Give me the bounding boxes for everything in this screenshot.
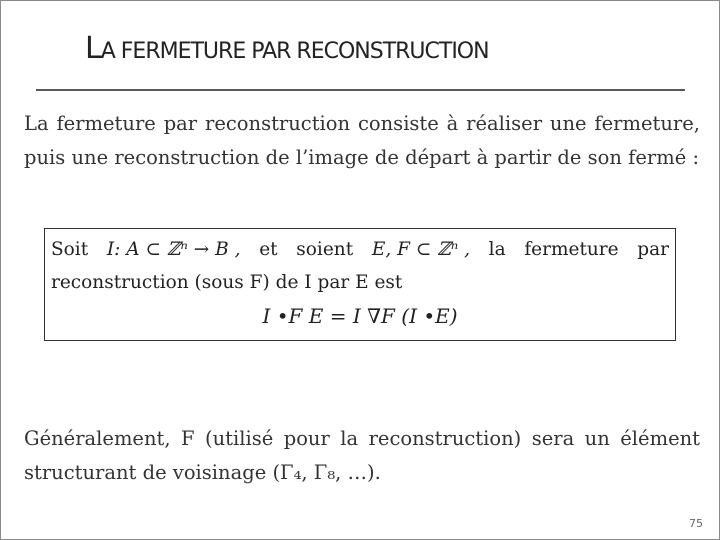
definition-formula: I •F E = I ∇F (I •E) bbox=[262, 304, 458, 328]
title-divider bbox=[36, 89, 685, 91]
definition-line-2: reconstruction (sous F) de I par E est bbox=[51, 272, 403, 293]
page-number: 75 bbox=[689, 517, 703, 530]
closing-paragraph: Généralement, F (utilisé pour la reconstruction) sera un élément structurant de voisinage (Γ₄, Γ₈, …). bbox=[24, 427, 700, 484]
definition-math: E, F ⊂ ℤⁿ , bbox=[371, 239, 470, 260]
definition-math: I: A ⊂ ℤⁿ → B , bbox=[106, 239, 241, 260]
slide-title-initial: L bbox=[85, 31, 101, 66]
definition-word: fermeture bbox=[524, 239, 619, 260]
slide-title bbox=[85, 31, 489, 66]
definition-word: et bbox=[259, 239, 278, 260]
definition-word: soient bbox=[296, 239, 354, 260]
definition-word: la bbox=[488, 239, 506, 260]
definition-line-1 bbox=[51, 235, 669, 265]
definition-word: par bbox=[637, 239, 669, 260]
slide-title-initial-rest: A bbox=[100, 39, 115, 64]
slide-title-rest: FERMETURE PAR RECONSTRUCTION bbox=[114, 39, 489, 64]
definition-box bbox=[44, 228, 676, 341]
intro-paragraph: La fermeture par reconstruction consiste à réaliser une fermeture, puis une reconstruction de l’image de départ à partir de son fermé : bbox=[24, 112, 700, 169]
definition-word: Soit bbox=[51, 239, 89, 260]
